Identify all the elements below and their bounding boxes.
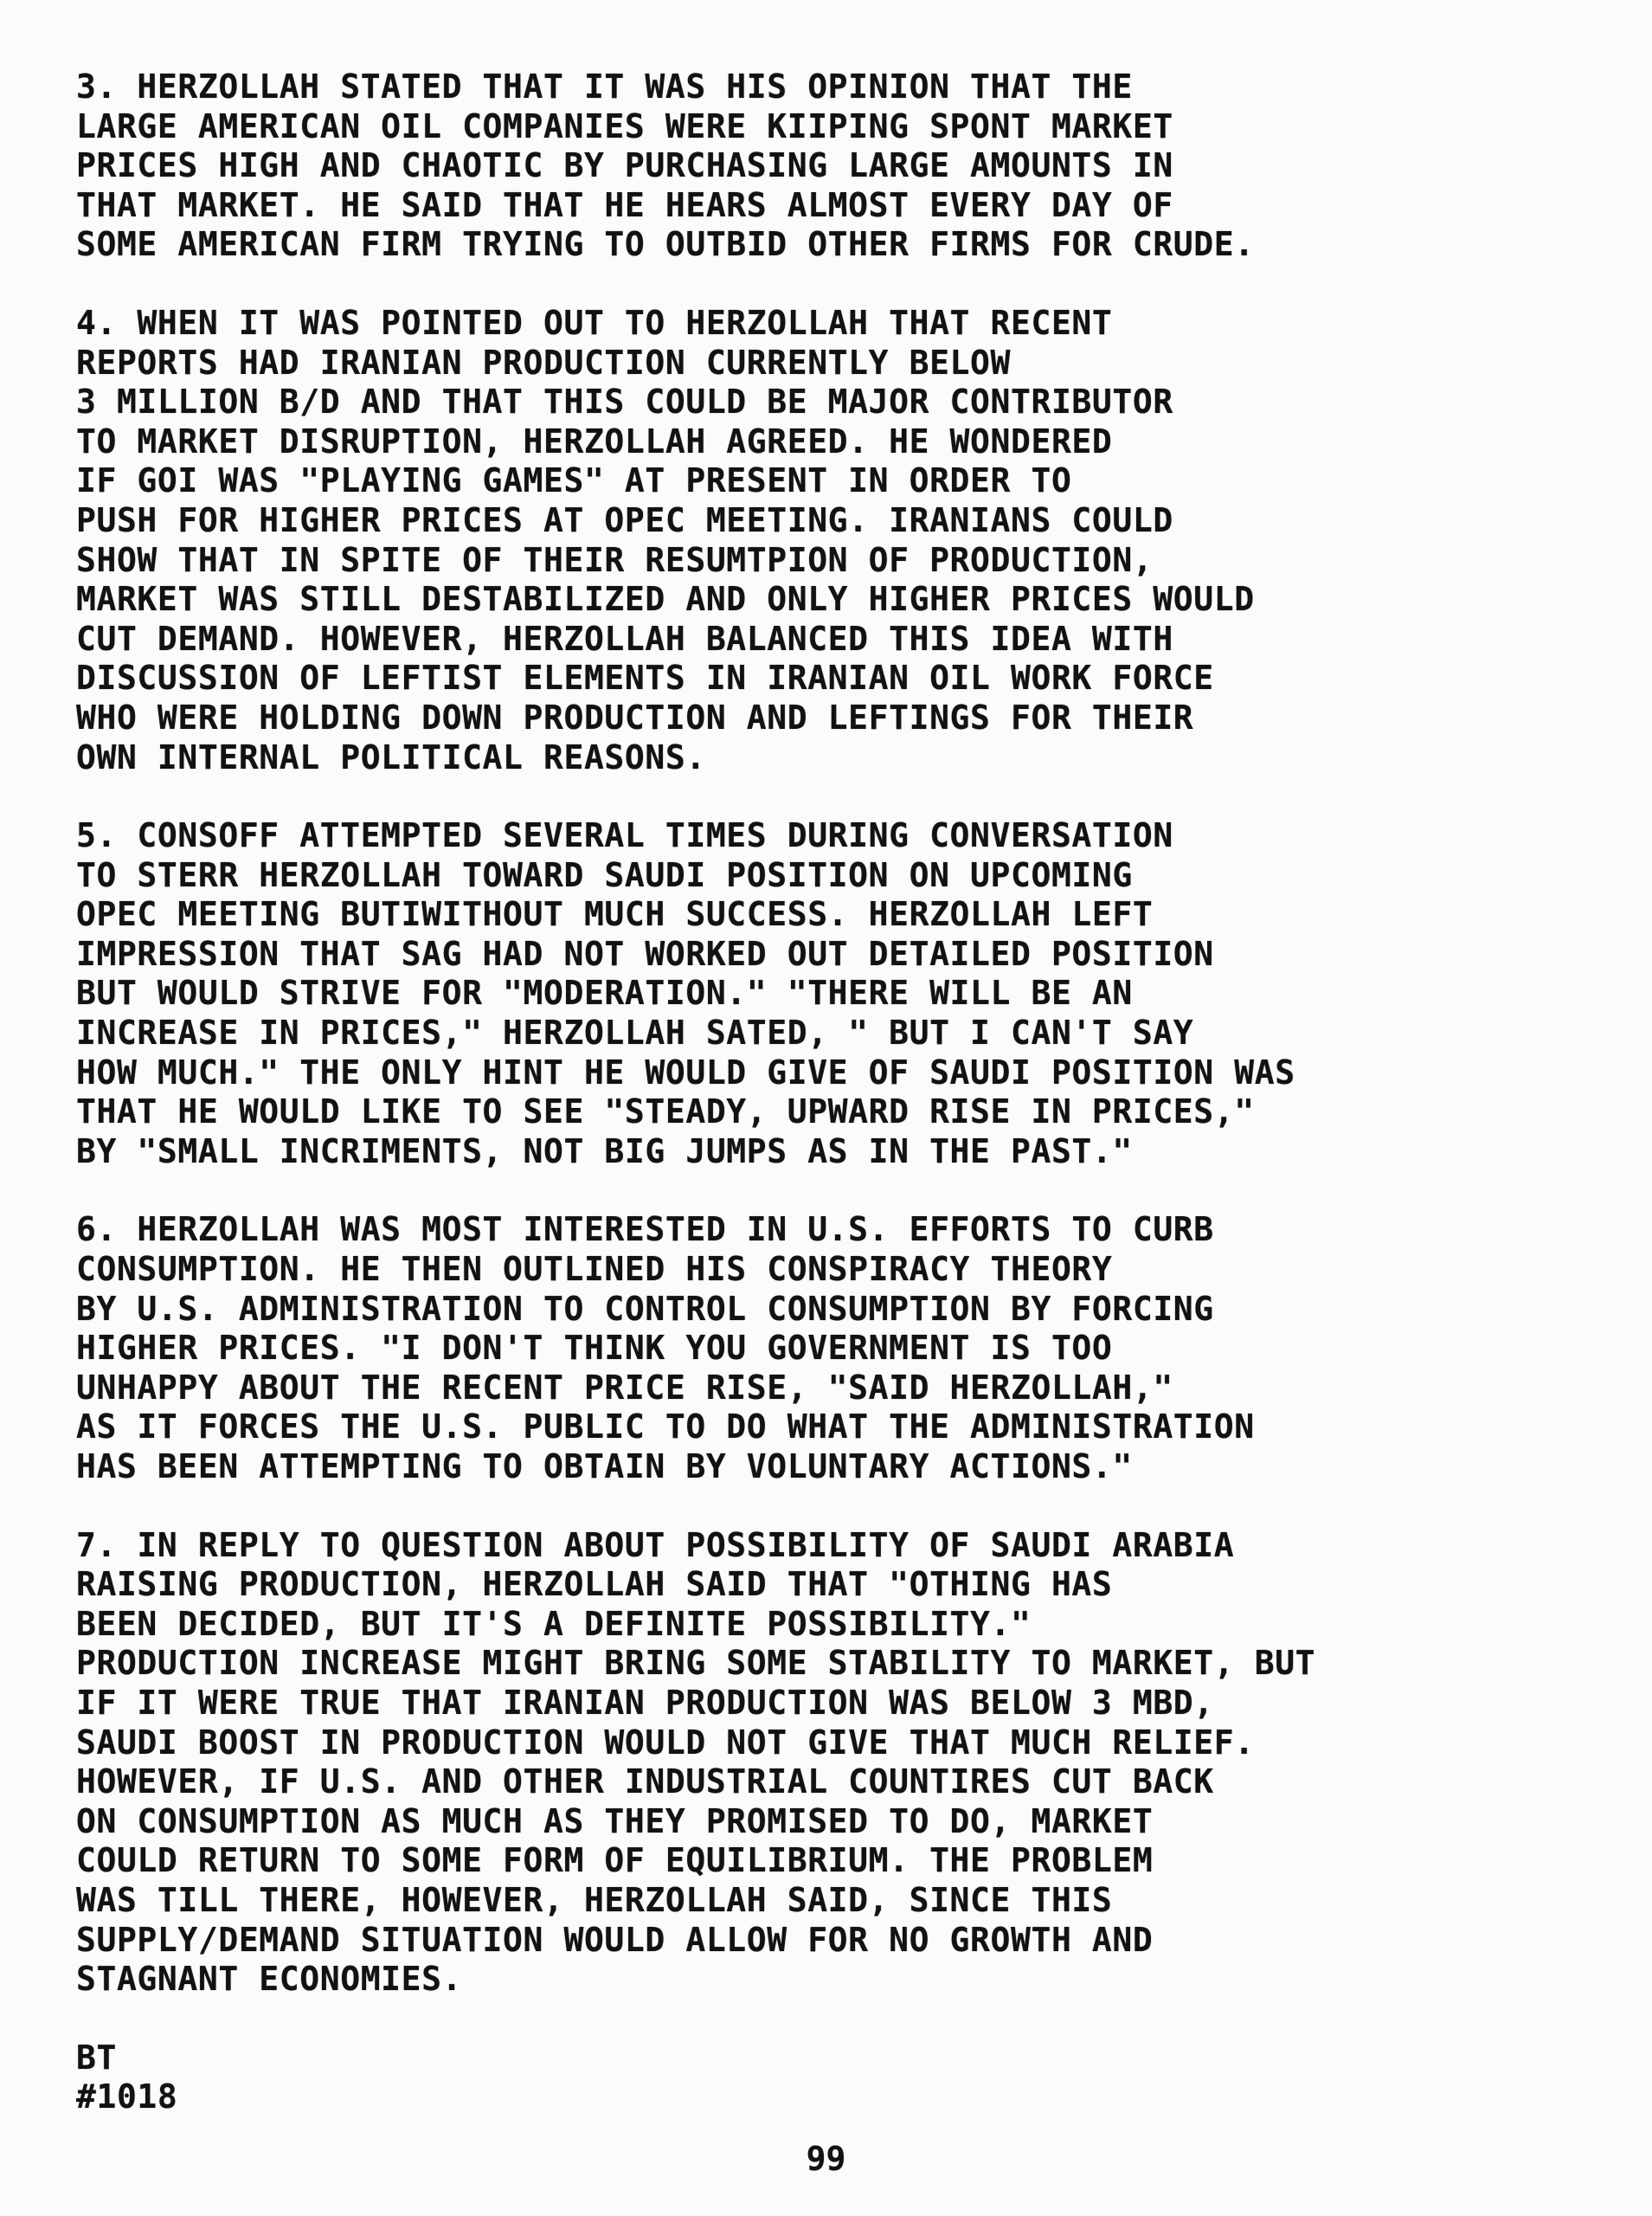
text-line: HIGHER PRICES. "I DON'T THINK YOU GOVERNMENT IS TOO: [76, 1329, 1113, 1368]
text-line: INCREASE IN PRICES," HERZOLLAH SATED, " BUT I CAN'T SAY: [76, 1014, 1194, 1053]
text-line: COULD RETURN TO SOME FORM OF EQUILIBRIUM. THE PROBLEM: [76, 1841, 1154, 1880]
text-line: AS IT FORCES THE U.S. PUBLIC TO DO WHAT THE ADMINISTRATION: [76, 1408, 1255, 1446]
text-line: THAT HE WOULD LIKE TO SEE "STEADY, UPWARD RISE IN PRICES,": [76, 1092, 1255, 1131]
text-line: 4. WHEN IT WAS POINTED OUT TO HERZOLLAH THAT RECENT: [76, 303, 1113, 342]
text-line: TO MARKET DISRUPTION, HERZOLLAH AGREED. HE WONDERED: [76, 422, 1113, 461]
text-line: 5. CONSOFF ATTEMPTED SEVERAL TIMES DURING CONVERSATION: [76, 816, 1173, 855]
paragraph-5: [76, 816, 1634, 1171]
text-line: BY U.S. ADMINISTRATION TO CONTROL CONSUMPTION BY FORCING: [76, 1289, 1214, 1328]
text-line: RAISING PRODUCTION, HERZOLLAH SAID THAT "OTHING HAS: [76, 1565, 1113, 1604]
text-line: IMPRESSION THAT SAG HAD NOT WORKED OUT DETAILED POSITION: [76, 934, 1214, 973]
text-line: HOW MUCH." THE ONLY HINT HE WOULD GIVE OF SAUDI POSITION WAS: [76, 1053, 1295, 1092]
text-line: ON CONSUMPTION AS MUCH AS THEY PROMISED TO DO, MARKET: [76, 1801, 1154, 1840]
text-line: PRODUCTION INCREASE MIGHT BRING SOME STABILITY TO MARKET, BUT: [76, 1644, 1316, 1683]
text-line: DISCUSSION OF LEFTIST ELEMENTS IN IRANIAN OIL WORK FORCE: [76, 659, 1214, 698]
text-line: SUPPLY/DEMAND SITUATION WOULD ALLOW FOR NO GROWTH AND: [76, 1920, 1154, 1959]
text-line: THAT MARKET. HE SAID THAT HE HEARS ALMOST EVERY DAY OF: [76, 185, 1173, 224]
text-line: 6. HERZOLLAH WAS MOST INTERESTED IN U.S. EFFORTS TO CURB: [76, 1210, 1214, 1249]
text-line: HAS BEEN ATTEMPTING TO OBTAIN BY VOLUNTARY ACTIONS.": [76, 1447, 1133, 1485]
text-line: BEEN DECIDED, BUT IT'S A DEFINITE POSSIBILITY.": [76, 1604, 1032, 1643]
text-line: REPORTS HAD IRANIAN PRODUCTION CURRENTLY BELOW: [76, 343, 1011, 382]
text-line: HOWEVER, IF U.S. AND OTHER INDUSTRIAL COUNTIRES CUT BACK: [76, 1762, 1214, 1801]
paragraph-3: [76, 68, 1634, 265]
paragraph-4: [76, 304, 1634, 777]
cable-closing: [76, 2039, 1634, 2117]
text-line: SAUDI BOOST IN PRODUCTION WOULD NOT GIVE THAT MUCH RELIEF.: [76, 1723, 1255, 1762]
text-line: WHO WERE HOLDING DOWN PRODUCTION AND LEFTINGS FOR THEIR: [76, 698, 1194, 737]
paragraph-6: [76, 1210, 1634, 1486]
text-line: STAGNANT ECONOMIES.: [76, 1960, 463, 1999]
text-line: BUT WOULD STRIVE FOR "MODERATION." "THERE WILL BE AN: [76, 974, 1133, 1013]
text-line: 3 MILLION B/D AND THAT THIS COULD BE MAJOR CONTRIBUTOR: [76, 383, 1173, 422]
text-line: 3. HERZOLLAH STATED THAT IT WAS HIS OPINION THAT THE: [76, 68, 1133, 106]
text-line: CUT DEMAND. HOWEVER, HERZOLLAH BALANCED THIS IDEA WITH: [76, 619, 1173, 658]
text-line: TO STERR HERZOLLAH TOWARD SAUDI POSITION ON UPCOMING: [76, 855, 1133, 894]
text-line: OPEC MEETING BUTIWITHOUT MUCH SUCCESS. HERZOLLAH LEFT: [76, 895, 1154, 934]
text-line: SHOW THAT IN SPITE OF THEIR RESUMTPION OF PRODUCTION,: [76, 540, 1154, 579]
text-line: IF GOI WAS "PLAYING GAMES" AT PRESENT IN ORDER TO: [76, 461, 1072, 500]
text-line: BY "SMALL INCRIMENTS, NOT BIG JUMPS AS IN THE PAST.": [76, 1131, 1133, 1170]
text-line: 7. IN REPLY TO QUESTION ABOUT POSSIBILITY OF SAUDI ARABIA: [76, 1525, 1235, 1564]
message-number: #1018: [76, 2078, 178, 2116]
cable-text: [76, 68, 1634, 2117]
text-line: CONSUMPTION. HE THEN OUTLINED HIS CONSPIRACY THEORY: [76, 1250, 1113, 1289]
text-line: LARGE AMERICAN OIL COMPANIES WERE KIIPING SPONT MARKET: [76, 106, 1173, 145]
text-line: WAS TILL THERE, HOWEVER, HERZOLLAH SAID, SINCE THIS: [76, 1880, 1113, 1919]
text-line: PRICES HIGH AND CHAOTIC BY PURCHASING LARGE AMOUNTS IN: [76, 146, 1173, 185]
paragraph-7: [76, 1526, 1634, 2000]
text-line: IF IT WERE TRUE THAT IRANIAN PRODUCTION WAS BELOW 3 MBD,: [76, 1683, 1214, 1722]
text-line: UNHAPPY ABOUT THE RECENT PRICE RISE, "SAID HERZOLLAH,": [76, 1368, 1173, 1407]
text-line: SOME AMERICAN FIRM TRYING TO OUTBID OTHER FIRMS FOR CRUDE.: [76, 225, 1255, 264]
text-line: MARKET WAS STILL DESTABILIZED AND ONLY HIGHER PRICES WOULD: [76, 580, 1255, 619]
break-marker: BT: [76, 2038, 117, 2077]
page-number: 99: [806, 2140, 846, 2178]
text-line: OWN INTERNAL POLITICAL REASONS.: [76, 738, 706, 776]
text-line: PUSH FOR HIGHER PRICES AT OPEC MEETING. IRANIANS COULD: [76, 500, 1173, 539]
